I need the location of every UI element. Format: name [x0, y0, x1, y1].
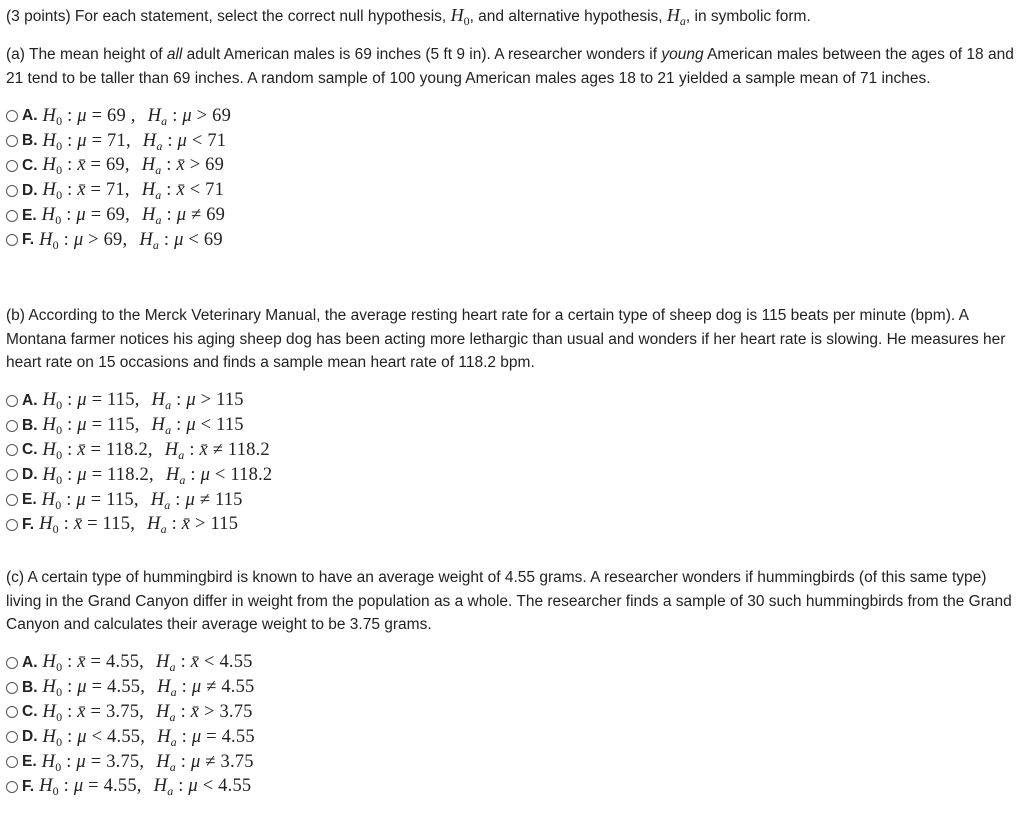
option-letter: A.	[22, 653, 38, 671]
alternative-hypothesis: $H_a$ : μ < 4.55	[153, 776, 252, 799]
answer-option[interactable]	[6, 750, 1014, 775]
alternative-hypothesis: $H_a$ : μ < 118.2	[165, 464, 273, 487]
answer-option[interactable]	[6, 389, 1014, 414]
answer-option[interactable]	[6, 488, 1014, 513]
answer-option[interactable]	[6, 228, 1014, 253]
option-letter: F.	[22, 515, 35, 533]
option-letter: E.	[22, 753, 37, 771]
radio-button[interactable]	[6, 210, 18, 222]
answer-option[interactable]	[6, 178, 1014, 203]
null-hypothesis: $H_0$ : x̄ = 69,	[42, 155, 130, 178]
null-hypothesis: $H_0$ : μ > 69,	[39, 229, 128, 252]
alternative-hypothesis: $H_a$ : x̄ < 71	[141, 180, 225, 203]
h0-symbol: $H_0$	[450, 5, 470, 28]
null-hypothesis: $H_0$ : μ = 115,	[42, 415, 140, 438]
radio-button[interactable]	[6, 494, 18, 506]
part-c-options	[6, 651, 1014, 800]
radio-button[interactable]	[6, 135, 18, 147]
null-hypothesis: $H_0$ : μ = 4.55,	[39, 776, 142, 799]
answer-option[interactable]	[6, 154, 1014, 179]
option-letter: E.	[22, 206, 37, 224]
null-hypothesis: $H_0$ : μ = 115,	[42, 390, 140, 413]
null-hypothesis: $H_0$ : x̄ = 118.2,	[42, 439, 153, 462]
null-hypothesis: $H_0$ : μ < 4.55,	[42, 726, 146, 749]
null-hypothesis: $H_0$ : μ = 3.75,	[41, 751, 145, 774]
alternative-hypothesis: $H_a$ : x̄ > 115	[147, 514, 239, 537]
option-letter: C.	[22, 156, 38, 174]
option-letter: E.	[22, 491, 37, 509]
radio-button[interactable]	[6, 185, 18, 197]
answer-option[interactable]	[6, 104, 1014, 129]
alternative-hypothesis: $H_a$ : μ ≠ 69	[141, 205, 226, 228]
answer-option[interactable]	[6, 725, 1014, 750]
alternative-hypothesis: $H_a$ : x̄ > 3.75	[155, 701, 253, 724]
alternative-hypothesis: $H_a$ : μ < 69	[139, 229, 223, 252]
option-letter: D.	[22, 181, 38, 199]
option-letter: F.	[22, 777, 35, 795]
part-c-statement: (c) A certain type of hummingbird is known to have an average weight of 4.55 grams. A researcher wonders if hummingbirds (of this same type) living in the Grand Canyon differ in weight from the population as a whole. The researcher finds a sample of 30 such hummingbirds from the Grand Canyon and calculates their average weight to be 3.75 grams.	[6, 569, 1012, 633]
part-a	[6, 43, 1014, 253]
alternative-hypothesis: $H_a$ : μ > 69	[147, 105, 232, 128]
answer-option[interactable]	[6, 129, 1014, 154]
answer-option[interactable]	[6, 651, 1014, 676]
header-prefix: (3 points) For each statement, select the correct null hypothesis,	[6, 8, 447, 25]
part-a-statement: (a) The mean height of all adult American males is 69 inches (5 ft 9 in). A researcher wonders if young American males between the ages of 18 and 21 tend to be taller than 69 inches. A random sample of 100 young American males ages 18 to 21 yielded a sample mean of 71 inches.	[6, 46, 1014, 87]
header-middle: , and alternative hypothesis,	[469, 8, 663, 25]
answer-option[interactable]	[6, 438, 1014, 463]
null-hypothesis: $H_0$ : μ = 4.55,	[42, 677, 146, 700]
null-hypothesis: $H_0$ : x̄ = 115,	[39, 514, 136, 537]
null-hypothesis: $H_0$ : μ = 115,	[41, 489, 139, 512]
alternative-hypothesis: $H_a$ : μ ≠ 115	[150, 489, 243, 512]
radio-button[interactable]	[6, 234, 18, 246]
null-hypothesis: $H_0$ : μ = 69 ,	[42, 105, 136, 128]
option-letter: D.	[22, 728, 38, 746]
answer-option[interactable]	[6, 413, 1014, 438]
radio-button[interactable]	[6, 781, 18, 793]
radio-button[interactable]	[6, 469, 18, 481]
radio-button[interactable]	[6, 706, 18, 718]
radio-button[interactable]	[6, 444, 18, 456]
part-b-statement: (b) According to the Merck Veterinary Manual, the average resting heart rate for a certain type of sheep dog is 115 beats per minute (bpm). A Montana farmer notices his aging sheep dog has been acting more lethargic than usual and wonders if her heart rate is slowing. He measures her heart rate on 15 occasions and finds a sample mean heart rate of 118.2 bpm.	[6, 307, 1006, 371]
radio-button[interactable]	[6, 395, 18, 407]
alternative-hypothesis: $H_a$ : μ > 115	[151, 390, 244, 413]
alternative-hypothesis: $H_a$ : x̄ < 4.55	[155, 652, 253, 675]
alternative-hypothesis: $H_a$ : μ < 115	[151, 415, 244, 438]
option-letter: D.	[22, 466, 38, 484]
option-letter: B.	[22, 416, 38, 434]
radio-button[interactable]	[6, 519, 18, 531]
alternative-hypothesis: $H_a$ : x̄ > 69	[141, 155, 225, 178]
answer-option[interactable]	[6, 512, 1014, 537]
part-b-options	[6, 389, 1014, 538]
alternative-hypothesis: $H_a$ : μ ≠ 4.55	[157, 677, 255, 700]
answer-option[interactable]	[6, 700, 1014, 725]
radio-button[interactable]	[6, 420, 18, 432]
ha-symbol: $H_a$	[666, 5, 686, 28]
null-hypothesis: $H_0$ : μ = 118.2,	[42, 464, 154, 487]
question-header	[6, 4, 811, 28]
option-letter: C.	[22, 441, 38, 459]
alternative-hypothesis: $H_a$ : μ < 71	[142, 130, 227, 153]
option-letter: F.	[22, 231, 35, 249]
answer-option[interactable]	[6, 463, 1014, 488]
part-c	[6, 566, 1014, 799]
part-a-options	[6, 104, 1014, 253]
radio-button[interactable]	[6, 657, 18, 669]
null-hypothesis: $H_0$ : x̄ = 3.75,	[42, 701, 144, 724]
alternative-hypothesis: $H_a$ : μ ≠ 3.75	[156, 751, 254, 774]
option-letter: B.	[22, 678, 38, 696]
null-hypothesis: $H_0$ : μ = 71,	[42, 130, 131, 153]
radio-button[interactable]	[6, 731, 18, 743]
option-letter: B.	[22, 132, 38, 150]
part-b	[6, 304, 1014, 537]
option-letter: C.	[22, 703, 38, 721]
radio-button[interactable]	[6, 756, 18, 768]
answer-option[interactable]	[6, 203, 1014, 228]
null-hypothesis: $H_0$ : x̄ = 4.55,	[42, 652, 144, 675]
option-letter: A.	[22, 107, 38, 125]
null-hypothesis: $H_0$ : μ = 69,	[41, 205, 130, 228]
radio-button[interactable]	[6, 682, 18, 694]
answer-option[interactable]	[6, 675, 1014, 700]
radio-button[interactable]	[6, 110, 18, 122]
alternative-hypothesis: $H_a$ : x̄ ≠ 118.2	[164, 439, 270, 462]
header-suffix: , in symbolic form.	[685, 8, 811, 25]
radio-button[interactable]	[6, 160, 18, 172]
option-letter: A.	[22, 391, 38, 409]
alternative-hypothesis: $H_a$ : μ = 4.55	[157, 726, 255, 749]
answer-option[interactable]	[6, 774, 1014, 799]
null-hypothesis: $H_0$ : x̄ = 71,	[42, 180, 130, 203]
